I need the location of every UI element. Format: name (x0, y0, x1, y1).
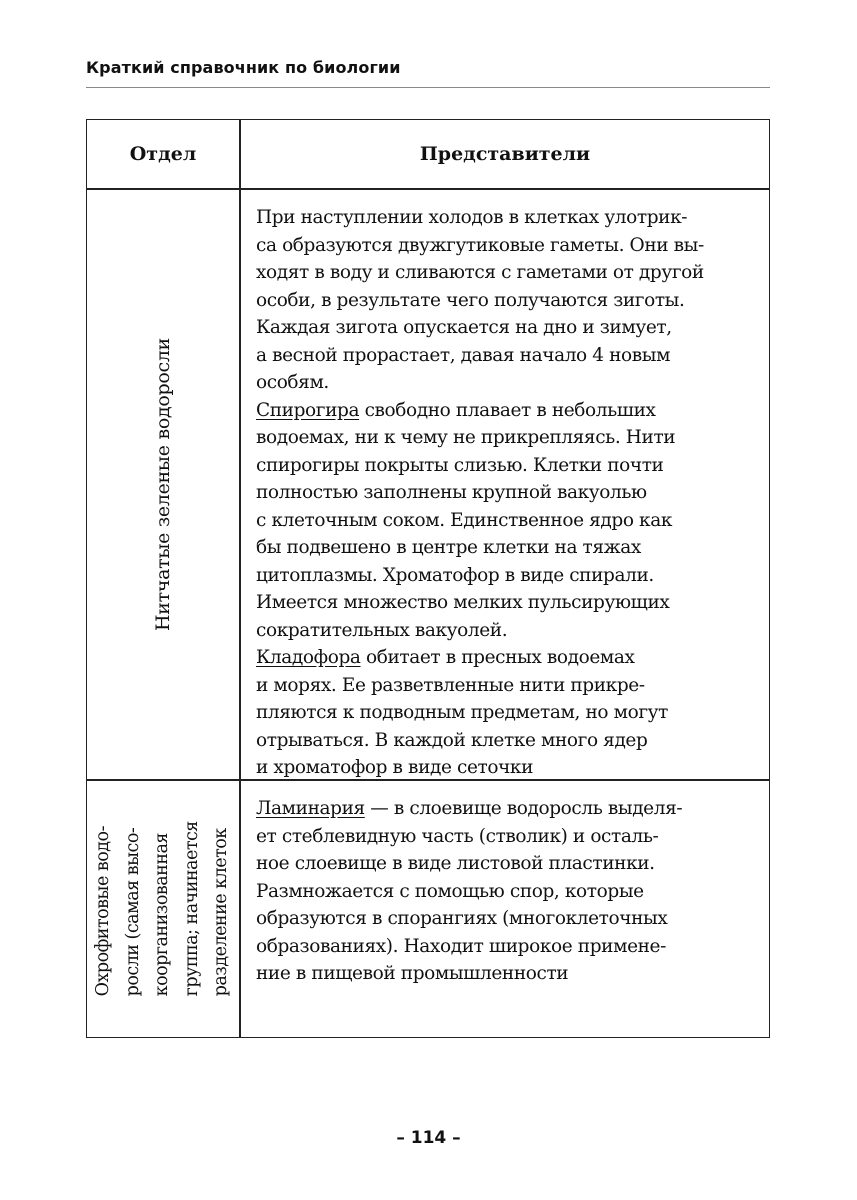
text-segment: Размножается с помощью спор, которые (256, 880, 644, 902)
text-segment: особям. (256, 372, 329, 393)
division-line: росли (самая высо- (122, 827, 143, 997)
division-line: коорганизованная (152, 833, 173, 997)
division-line: Охрофитовые водо- (93, 826, 114, 997)
text-segment: а весной прорастает, давая начало 4 новым (256, 344, 671, 366)
representatives-cell-2 (256, 795, 761, 988)
text-line (256, 589, 761, 617)
text-line (256, 933, 761, 961)
division-cell-1 (87, 190, 239, 779)
text-segment: и хроматофор в виде сеточки (256, 757, 534, 778)
text-line (256, 479, 761, 507)
text-segment: спирогиры покрыты слизью. Клетки почти (256, 454, 664, 476)
text-line (256, 823, 761, 851)
text-line (256, 672, 761, 700)
text-segment: — в слоевище водоросль выделя- (364, 798, 683, 819)
text-line (256, 397, 761, 425)
text-line (256, 850, 761, 878)
text-line (256, 562, 761, 590)
text-line (256, 699, 761, 727)
text-line (256, 507, 761, 535)
division-line: группа; начинается (181, 821, 202, 997)
page-number: – 114 – (396, 1128, 461, 1148)
text-line (256, 960, 761, 988)
text-line (256, 259, 761, 287)
division-line: Нитчатые зеленые водоросли (151, 338, 174, 631)
text-line (256, 795, 761, 823)
division-cell-2 (87, 781, 239, 1037)
text-line (256, 204, 761, 232)
text-segment: Каждая зигота опускается на дно и зимует, (256, 317, 672, 338)
representatives-cell-1 (256, 204, 761, 782)
division-label (89, 821, 237, 996)
genus-name: Кладофора (256, 647, 361, 668)
text-line (256, 287, 761, 315)
text-segment: сократительных вакуолей. (256, 619, 508, 641)
text-line (256, 424, 761, 452)
text-segment: ет стеблевидную часть (стволик) и осталь- (256, 825, 659, 847)
text-segment: ние в пищевой промышленности (256, 963, 569, 984)
text-segment: са образуются двужгутиковые гаметы. Они вы- (256, 234, 704, 256)
text-line (256, 878, 761, 906)
text-segment: бы подвешено в центре клетки на тяжах (256, 537, 641, 558)
text-line (256, 452, 761, 480)
column-header-representatives: Представители (419, 143, 591, 165)
text-segment: цитоплазмы. Хроматофор в виде спирали. (256, 564, 654, 586)
text-segment: ное слоевище в виде листовой пластинки. (256, 853, 655, 874)
text-line (256, 369, 761, 397)
text-segment: свободно плавает в небольших (359, 399, 656, 421)
text-line (256, 754, 761, 782)
header-rule (86, 87, 770, 88)
text-segment: Имеется множество мелких пульсирующих (256, 592, 670, 613)
text-segment: и морях. Ее разветвленные нити прикре- (256, 674, 645, 696)
text-line (256, 905, 761, 933)
genus-name: Спирогира (256, 399, 360, 421)
text-line (256, 727, 761, 755)
text-segment: ходят в воду и сливаются с гаметами от другой (256, 262, 704, 283)
text-segment: обитает в пресных водоемах (360, 647, 635, 668)
genus-name: Ламинария (256, 798, 365, 819)
text-segment: образуются в спорангиях (многоклеточных (256, 908, 668, 929)
text-segment: водоемах, ни к чему не прикрепляясь. Нити (256, 427, 676, 448)
text-segment: При наступлении холодов в клетках улотрик- (256, 207, 688, 228)
division-label (149, 338, 178, 631)
text-line (256, 232, 761, 260)
text-segment: образованиях). Находит широкое примене- (256, 935, 666, 957)
division-line: разделение клеток (211, 828, 232, 997)
text-line (256, 342, 761, 370)
text-segment: отрываться. В каждой клетке много ядер (256, 729, 648, 751)
text-segment: полностью заполнены крупной вакуолью (256, 482, 647, 503)
text-line (256, 534, 761, 562)
text-line (256, 617, 761, 645)
column-header-division: Отдел (129, 143, 197, 165)
running-head: Краткий справочник по биологии (86, 58, 401, 77)
text-segment: пляются к подводным предметам, но могут (256, 702, 668, 723)
column-divider (239, 119, 241, 1038)
text-segment: с клеточным соком. Единственное ядро как (256, 509, 673, 531)
text-line (256, 314, 761, 342)
text-segment: особи, в результате чего получаются зиготы. (256, 289, 685, 311)
text-line (256, 644, 761, 672)
